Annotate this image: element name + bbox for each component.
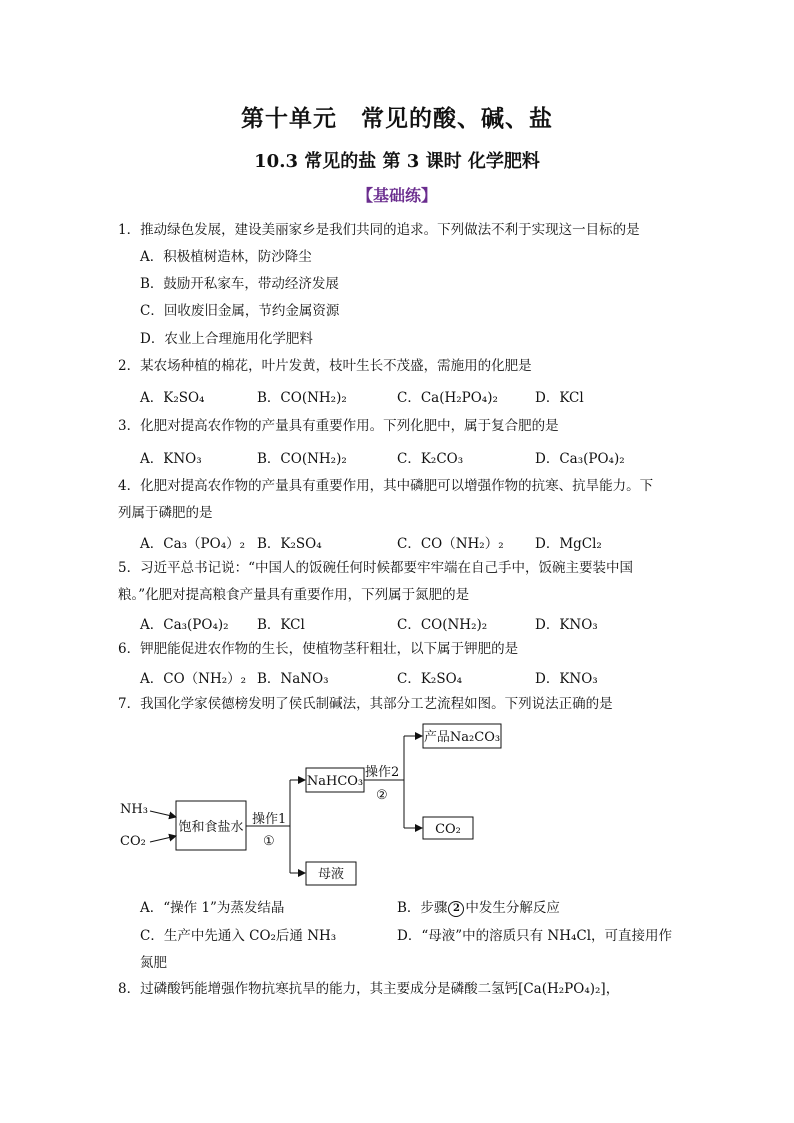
q1-option-d: D．农业上合理施用化学肥料	[140, 331, 313, 347]
question-8: 8．过磷酸钙能增强作物抗寒抗旱的能力，其主要成分是磷酸二氢钙[Ca(H₂PO₄)₂]，	[118, 981, 620, 997]
q2-option-c: C．Ca(H₂PO₄)₂	[397, 390, 498, 406]
q3-option-a: A．KNO₃	[140, 451, 202, 467]
input-co2: CO₂	[120, 834, 146, 849]
question-6: 6．钾肥能促进农作物的生长，使植物茎秆粗壮，以下属于钾肥的是	[118, 641, 519, 657]
q3-option-b: B．CO(NH₂)₂	[257, 451, 347, 467]
q7-option-d-cont: 氮肥	[140, 955, 167, 971]
section-label: 【基础练】	[356, 186, 437, 205]
q7-option-b-pre: B．步骤	[397, 900, 448, 916]
arrow-nh3	[150, 811, 176, 817]
unit-title: 第十单元 常见的酸、碱、盐	[241, 105, 553, 132]
q5-option-c: C．CO(NH₂)₂	[397, 617, 488, 633]
q7-option-a: A．“操作 1”为蒸发结晶	[140, 900, 285, 916]
q4-option-a: A．Ca₃（PO₄）₂	[140, 536, 246, 552]
q2-option-d: D．KCl	[535, 390, 584, 406]
q6-option-b: B．NaNO₃	[257, 671, 329, 687]
box-product-label: 产品Na₂CO₃	[423, 730, 501, 745]
q4-option-c: C．CO（NH₂）₂	[397, 536, 504, 552]
question-7: 7．我国化学家侯德榜发明了侯氏制碱法，其部分工艺流程如图。下列说法正确的是	[118, 696, 613, 712]
box-brine-label: 饱和食盐水	[178, 820, 244, 835]
q2-option-b: B．CO(NH₂)₂	[257, 390, 347, 406]
question-4-line-2: 列属于磷肥的是	[118, 505, 213, 521]
arrow-co2	[150, 836, 176, 842]
question-1: 1．推动绿色发展，建设美丽家乡是我们共同的追求。下列做法不利于实现这一目标的是	[118, 222, 640, 238]
q4-option-d: D．MgCl₂	[535, 536, 602, 552]
box-nahco3-label: NaHCO₃	[306, 774, 364, 789]
q6-option-a: A．CO（NH₂）₂	[140, 671, 247, 687]
input-nh3: NH₃	[120, 802, 148, 817]
op1-label: 操作1	[252, 812, 287, 827]
question-2: 2．某农场种植的棉花，叶片发黄，枝叶生长不茂盛，需施用的化肥是	[118, 358, 532, 374]
q7-option-c: C．生产中先通入 CO₂后通 NH₃	[140, 928, 337, 944]
q1-option-b: B．鼓励开私家车，带动经济发展	[140, 276, 339, 292]
q7-option-b	[397, 896, 560, 917]
box-mother-label: 母液	[317, 867, 345, 882]
op2-label: 操作2	[365, 765, 400, 780]
question-3: 3．化肥对提高农作物的产量具有重要作用。下列化肥中，属于复合肥的是	[118, 418, 559, 434]
question-5-line-1: 5．习近平总书记说：“中国人的饭碗任何时候都要牢牢端在自己手中，饭碗主要装中国	[118, 560, 633, 576]
q1-option-c: C．回收废旧金属，节约金属资源	[140, 303, 340, 319]
q6-option-c: C．K₂SO₄	[397, 671, 463, 687]
box-co2-label: CO₂	[435, 822, 461, 837]
q7-option-b-post: 中发生分解反应	[465, 900, 560, 916]
q5-option-a: A．Ca₃(PO₄)₂	[140, 617, 229, 633]
step-2-mark: 2	[448, 901, 464, 917]
op2-step: ②	[376, 788, 388, 803]
q4-option-b: B．K₂SO₄	[257, 536, 322, 552]
q6-option-d: D．KNO₃	[535, 671, 598, 687]
q3-option-d: D．Ca₃(PO₄)₂	[535, 451, 625, 467]
op1-step: ①	[263, 834, 275, 849]
q2-option-a: A．K₂SO₄	[140, 390, 205, 406]
q5-option-d: D．KNO₃	[535, 617, 598, 633]
q5-option-b: B．KCl	[257, 617, 305, 633]
q7-option-d: D．“母液”中的溶质只有 NH₄Cl，可直接用作	[397, 928, 673, 944]
lesson-subtitle: 10.3 常见的盐 第 3 课时 化学肥料	[254, 151, 540, 172]
q3-option-c: C．K₂CO₃	[397, 451, 464, 467]
question-4-line-1: 4．化肥对提高农作物的产量具有重要作用，其中磷肥可以增强作物的抗寒、抗旱能力。下	[118, 478, 654, 494]
question-5-line-2: 粮。”化肥对提高粮食产量具有重要作用，下列属于氮肥的是	[118, 587, 470, 603]
q1-option-a: A．积极植树造林，防沙降尘	[140, 249, 312, 265]
